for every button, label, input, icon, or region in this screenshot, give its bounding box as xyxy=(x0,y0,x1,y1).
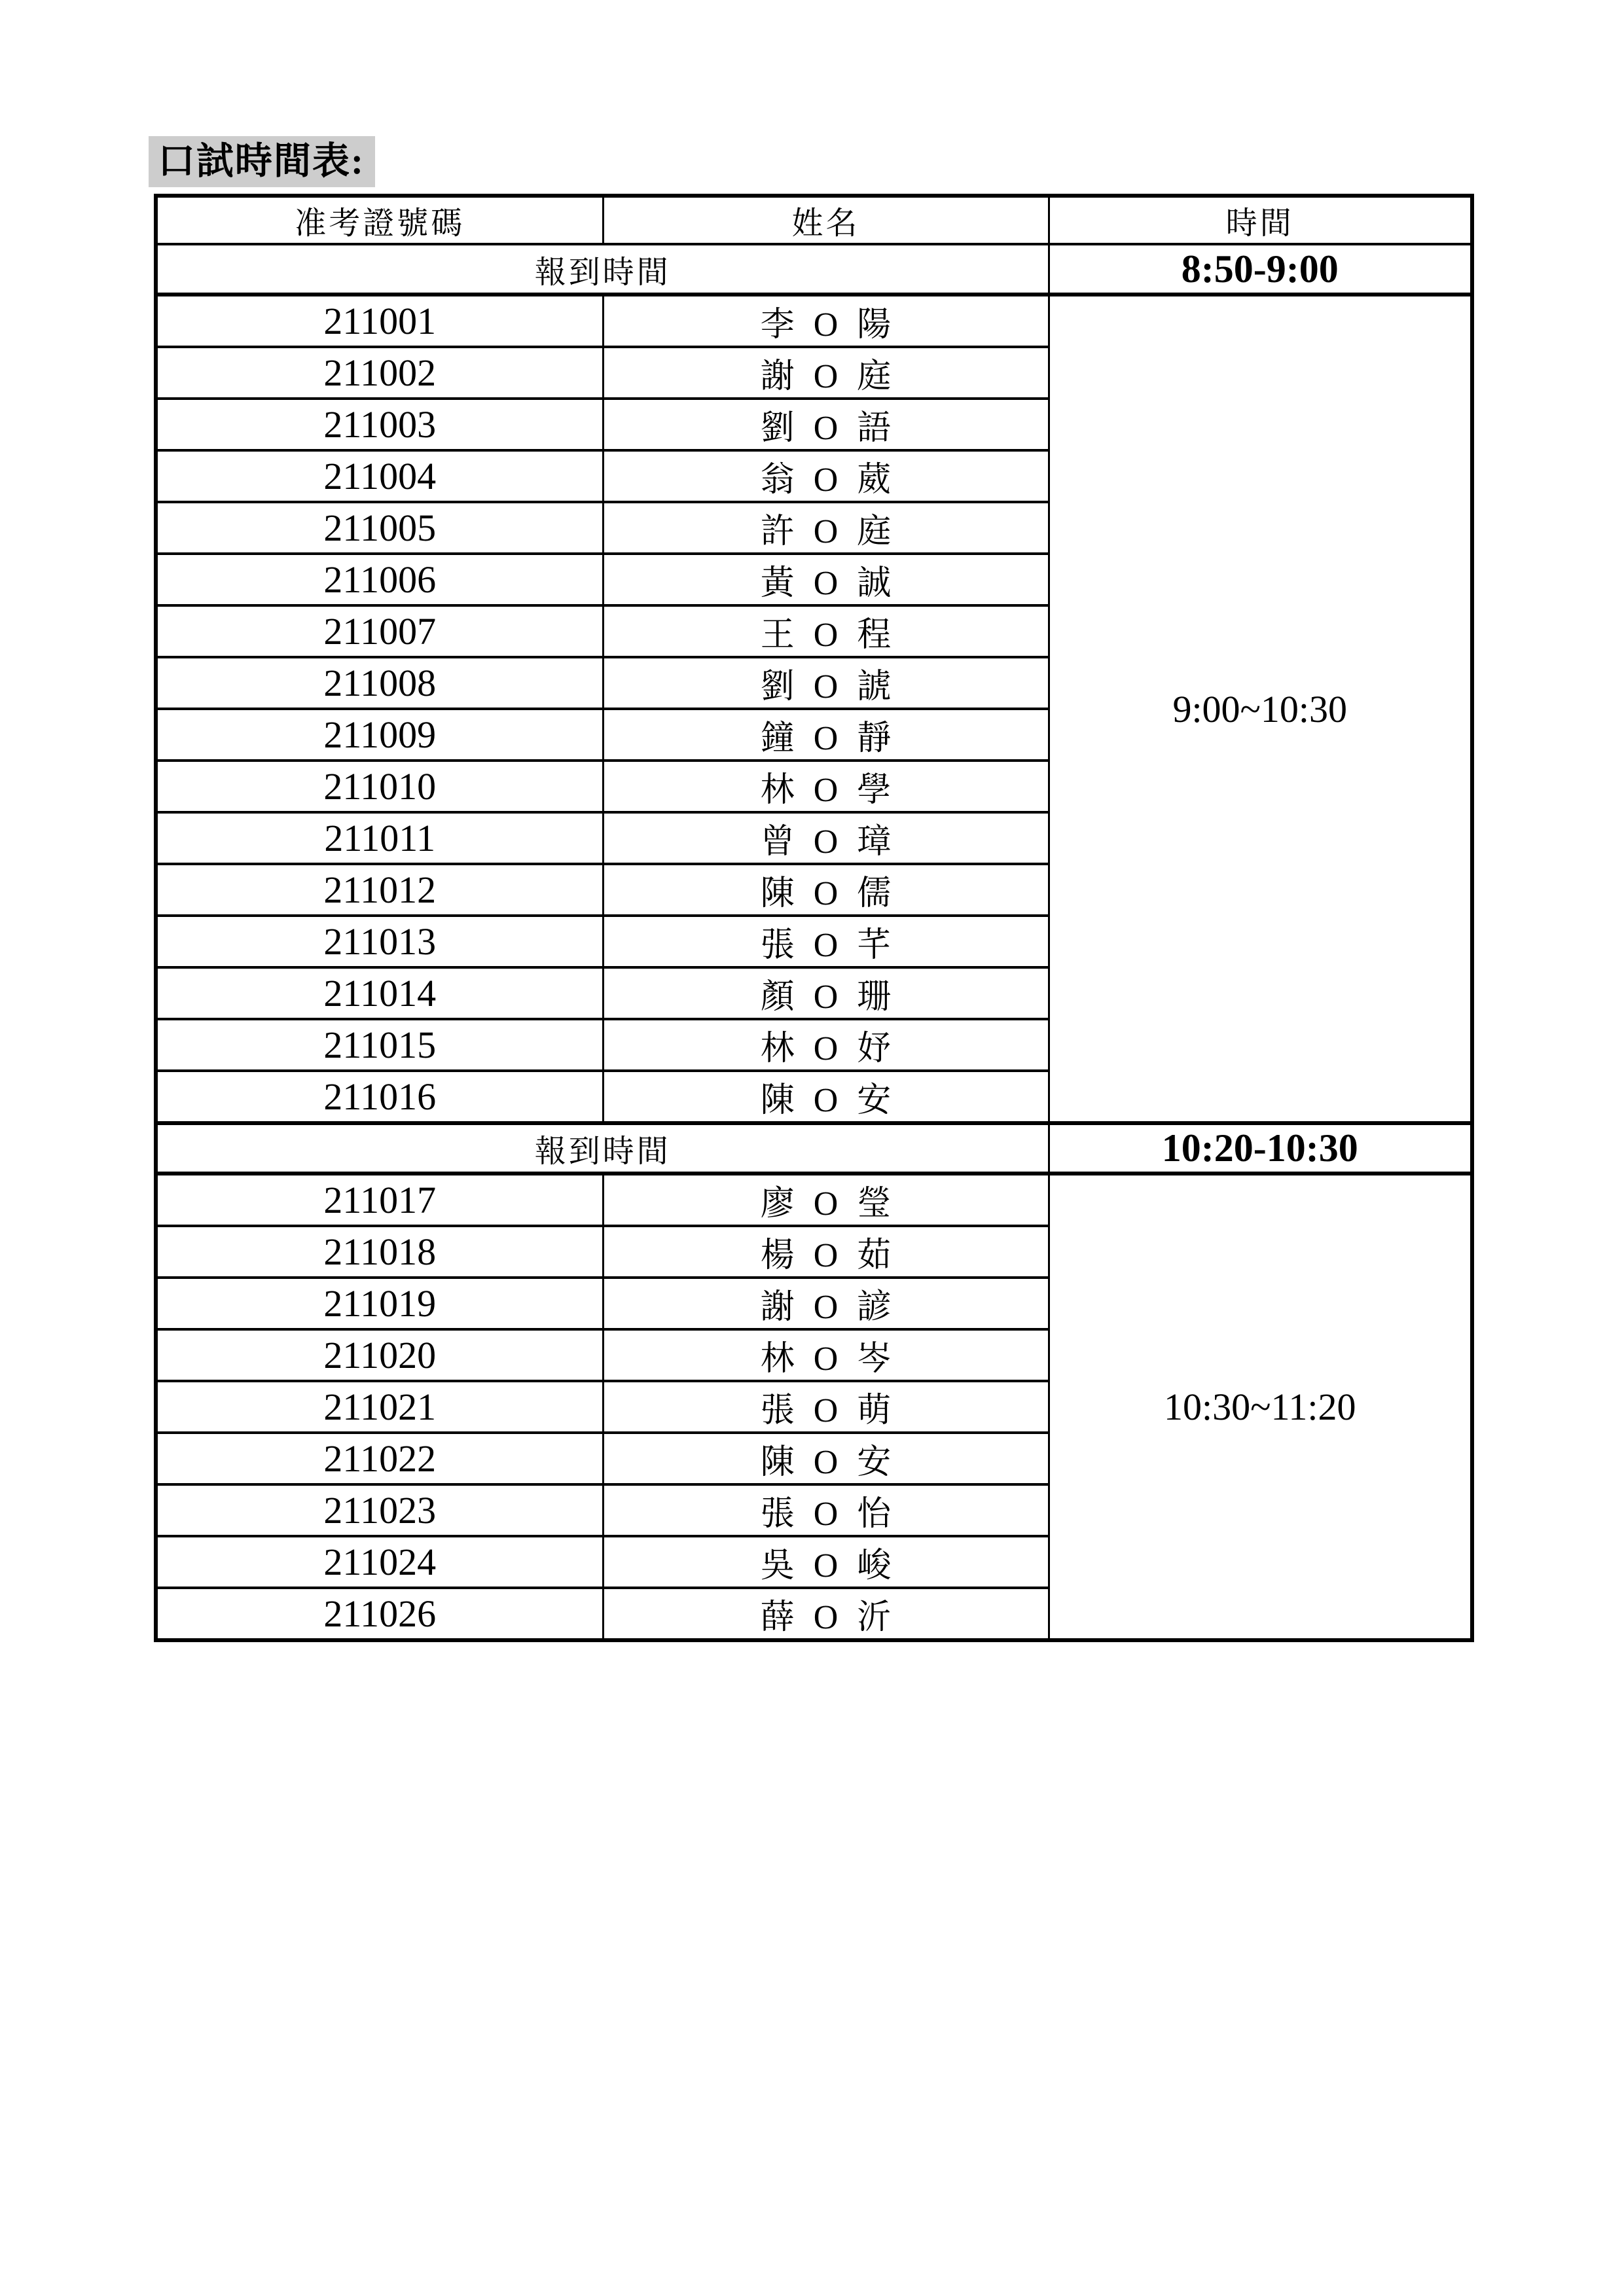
exam-id-cell: 211001 xyxy=(156,295,603,347)
checkin-row-section-2 xyxy=(156,1123,1472,1174)
student-name-cell: 吳 O 峻 xyxy=(603,1536,1049,1588)
exam-id-cell: 211016 xyxy=(156,1071,603,1123)
exam-id-cell: 211002 xyxy=(156,347,603,399)
student-name-cell: 林 O 學 xyxy=(603,761,1049,812)
student-name-cell: 許 O 庭 xyxy=(603,502,1049,554)
exam-id-cell: 211021 xyxy=(156,1381,603,1433)
exam-id-cell: 211023 xyxy=(156,1484,603,1536)
student-row xyxy=(156,1174,1472,1226)
exam-id-cell: 211019 xyxy=(156,1278,603,1329)
exam-id-cell: 211022 xyxy=(156,1433,603,1484)
student-name-cell: 陳 O 安 xyxy=(603,1071,1049,1123)
checkin-time: 10:20-10:30 xyxy=(1049,1123,1472,1174)
student-name-cell: 李 O 陽 xyxy=(603,295,1049,347)
exam-id-cell: 211015 xyxy=(156,1019,603,1071)
student-name-cell: 顏 O 珊 xyxy=(603,967,1049,1019)
exam-id-cell: 211020 xyxy=(156,1329,603,1381)
exam-id-cell: 211009 xyxy=(156,709,603,761)
page-title: 口試時間表: xyxy=(149,136,375,187)
student-name-cell: 鐘 O 靜 xyxy=(603,709,1049,761)
exam-id-cell: 211014 xyxy=(156,967,603,1019)
title-block xyxy=(149,136,375,187)
student-name-cell: 黃 O 誠 xyxy=(603,554,1049,605)
student-name-cell: 楊 O 茹 xyxy=(603,1226,1049,1278)
student-name-cell: 張 O 怡 xyxy=(603,1484,1049,1536)
student-name-cell: 陳 O 儒 xyxy=(603,864,1049,916)
student-name-cell: 林 O 岑 xyxy=(603,1329,1049,1381)
exam-id-cell: 211008 xyxy=(156,657,603,709)
student-name-cell: 王 O 程 xyxy=(603,605,1049,657)
header-row xyxy=(156,196,1472,244)
schedule-table xyxy=(154,194,1474,1642)
exam-id-cell: 211011 xyxy=(156,812,603,864)
student-name-cell: 翁 O 葳 xyxy=(603,450,1049,502)
student-row xyxy=(156,295,1472,347)
exam-id-cell: 211007 xyxy=(156,605,603,657)
student-name-cell: 謝 O 庭 xyxy=(603,347,1049,399)
exam-time-cell: 9:00~10:30 xyxy=(1049,295,1472,1123)
exam-id-cell: 211018 xyxy=(156,1226,603,1278)
exam-id-cell: 211013 xyxy=(156,916,603,967)
exam-id-cell: 211017 xyxy=(156,1174,603,1226)
student-name-cell: 廖 O 瑩 xyxy=(603,1174,1049,1226)
exam-id-cell: 211004 xyxy=(156,450,603,502)
exam-id-cell: 211005 xyxy=(156,502,603,554)
exam-id-cell: 211010 xyxy=(156,761,603,812)
exam-id-cell: 211024 xyxy=(156,1536,603,1588)
exam-id-cell: 211006 xyxy=(156,554,603,605)
student-name-cell: 林 O 妤 xyxy=(603,1019,1049,1071)
exam-id-cell: 211012 xyxy=(156,864,603,916)
checkin-time: 8:50-9:00 xyxy=(1049,244,1472,295)
student-name-cell: 謝 O 諺 xyxy=(603,1278,1049,1329)
checkin-label: 報到時間 xyxy=(156,1123,1049,1174)
student-name-cell: 曾 O 璋 xyxy=(603,812,1049,864)
col-header-exam-id: 准考證號碼 xyxy=(156,196,603,244)
checkin-row-section-1 xyxy=(156,244,1472,295)
student-name-cell: 薛 O 沂 xyxy=(603,1588,1049,1640)
student-name-cell: 張 O 萌 xyxy=(603,1381,1049,1433)
checkin-label: 報到時間 xyxy=(156,244,1049,295)
exam-id-cell: 211026 xyxy=(156,1588,603,1640)
student-name-cell: 劉 O 諕 xyxy=(603,657,1049,709)
student-name-cell: 陳 O 安 xyxy=(603,1433,1049,1484)
col-header-name: 姓名 xyxy=(603,196,1049,244)
col-header-time: 時間 xyxy=(1049,196,1472,244)
student-name-cell: 劉 O 語 xyxy=(603,399,1049,450)
student-name-cell: 張 O 芊 xyxy=(603,916,1049,967)
exam-id-cell: 211003 xyxy=(156,399,603,450)
exam-time-cell: 10:30~11:20 xyxy=(1049,1174,1472,1640)
